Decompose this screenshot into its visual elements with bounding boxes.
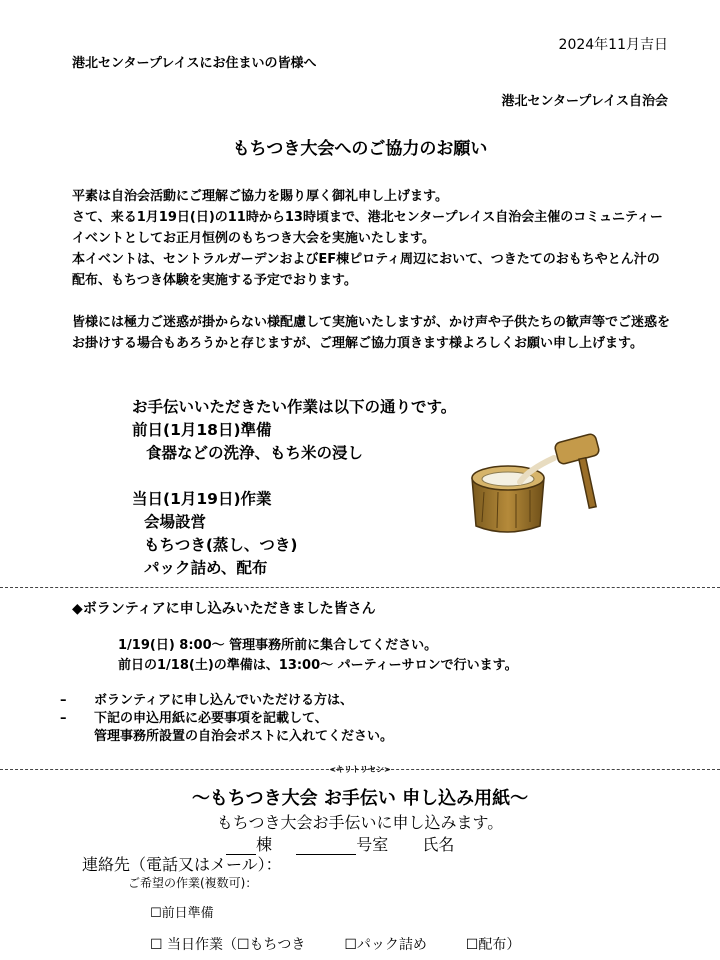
intro-line: さて、来る1月19日(日)の11時から13時頃まで、港北センタープレイス自治会主催のコミュニティーイベントとしてお正月恒例のもちつき大会を実施いたします。	[72, 210, 663, 246]
wish-label: ご希望の作業(複数可)：	[128, 876, 258, 890]
building-label: 棟	[256, 835, 273, 854]
prev-day-item: 食器などの洗浄、もち米の浸し	[146, 444, 364, 462]
event-day-item: 会場設営	[144, 513, 207, 531]
list-item-text: 下記の申込用紙に必要事項を記載して、	[94, 711, 328, 726]
event-day-item: もちつき(蒸し、つき)	[144, 536, 298, 554]
divider	[0, 587, 720, 588]
page-title: もちつき大会へのご協力のお願い	[232, 139, 488, 159]
checkbox-event-day[interactable]: ☐ 当日作業（☐もちつき	[150, 937, 306, 953]
cut-label: <キリトリセン>	[329, 765, 391, 774]
name-label: 氏名	[422, 835, 455, 854]
dash-marker: –	[60, 711, 67, 726]
contact-label: 連絡先（電話又はメール）：	[82, 855, 282, 874]
addressee: 港北センタープレイスにお住まいの皆様へ	[72, 56, 317, 71]
volunteer-line: 1/19(日) 8:00～ 管理事務所前に集合してください。	[118, 638, 438, 653]
room-label: 号室	[356, 835, 389, 854]
volunteer-line: 前日の1/18(土)の準備は、13:00～ パーティーサロンで行います。	[118, 658, 518, 673]
list-item	[60, 728, 393, 746]
form-title: ～もちつき大会 お手伝い 申し込み用紙～	[191, 788, 529, 809]
checkbox-packing[interactable]: ☐パック詰め	[344, 937, 427, 953]
form-subtitle: もちつき大会お手伝いに申し込みます。	[216, 813, 504, 832]
dash-marker	[60, 728, 94, 746]
volunteer-heading: ◆ボランティアに申し込みいただきました皆さん	[72, 601, 376, 617]
checkbox-group-event-day	[150, 934, 522, 954]
list-item-text: ボランティアに申し込んでいただける方は、	[94, 693, 353, 708]
intro-line: 平素は自治会活動にご理解ご協力を賜り厚く御礼申し上げます。	[72, 189, 448, 204]
checkbox-distribution[interactable]: ☐配布）	[465, 937, 521, 953]
mochi-mortar-illustration	[458, 430, 618, 540]
event-day-item: パック詰め、配布	[144, 559, 268, 577]
prev-day-title: 前日(1月18日)準備	[132, 421, 272, 439]
event-day-title: 当日(1月19日)作業	[132, 490, 272, 508]
application-instructions	[60, 692, 393, 746]
dash-marker: –	[60, 693, 67, 708]
task-list-day	[132, 488, 298, 580]
issue-date: 2024年11月吉日	[558, 37, 668, 53]
volunteer-info	[118, 636, 518, 676]
task-list-prev	[132, 396, 456, 465]
notice-paragraph: 皆様には極力ご迷惑が掛からない様配慮して実施いたしますが、かけ声や子供たちの歓声等でご迷惑をお掛けする場合もあろうかと存じますが、ご理解ご協力頂きます様よろしくお願い申し上げます。	[72, 315, 671, 351]
sender: 港北センタープレイス自治会	[501, 94, 668, 109]
checkbox-prev-day[interactable]: ☐前日準備	[150, 906, 214, 921]
intro-paragraph	[72, 186, 672, 291]
tasks-heading: お手伝いいただきたい作業は以下の通りです。	[132, 398, 457, 416]
intro-line: 本イベントは、セントラルガーデンおよびEF棟ピロティ周辺において、つきたてのおもちやとん汁の配布、もちつき体験を実施する予定でおります。	[72, 252, 660, 288]
list-item	[60, 692, 393, 710]
list-item	[60, 710, 393, 728]
room-field[interactable]	[296, 838, 356, 855]
list-item-text: 管理事務所設置の自治会ポストに入れてください。	[94, 729, 394, 744]
